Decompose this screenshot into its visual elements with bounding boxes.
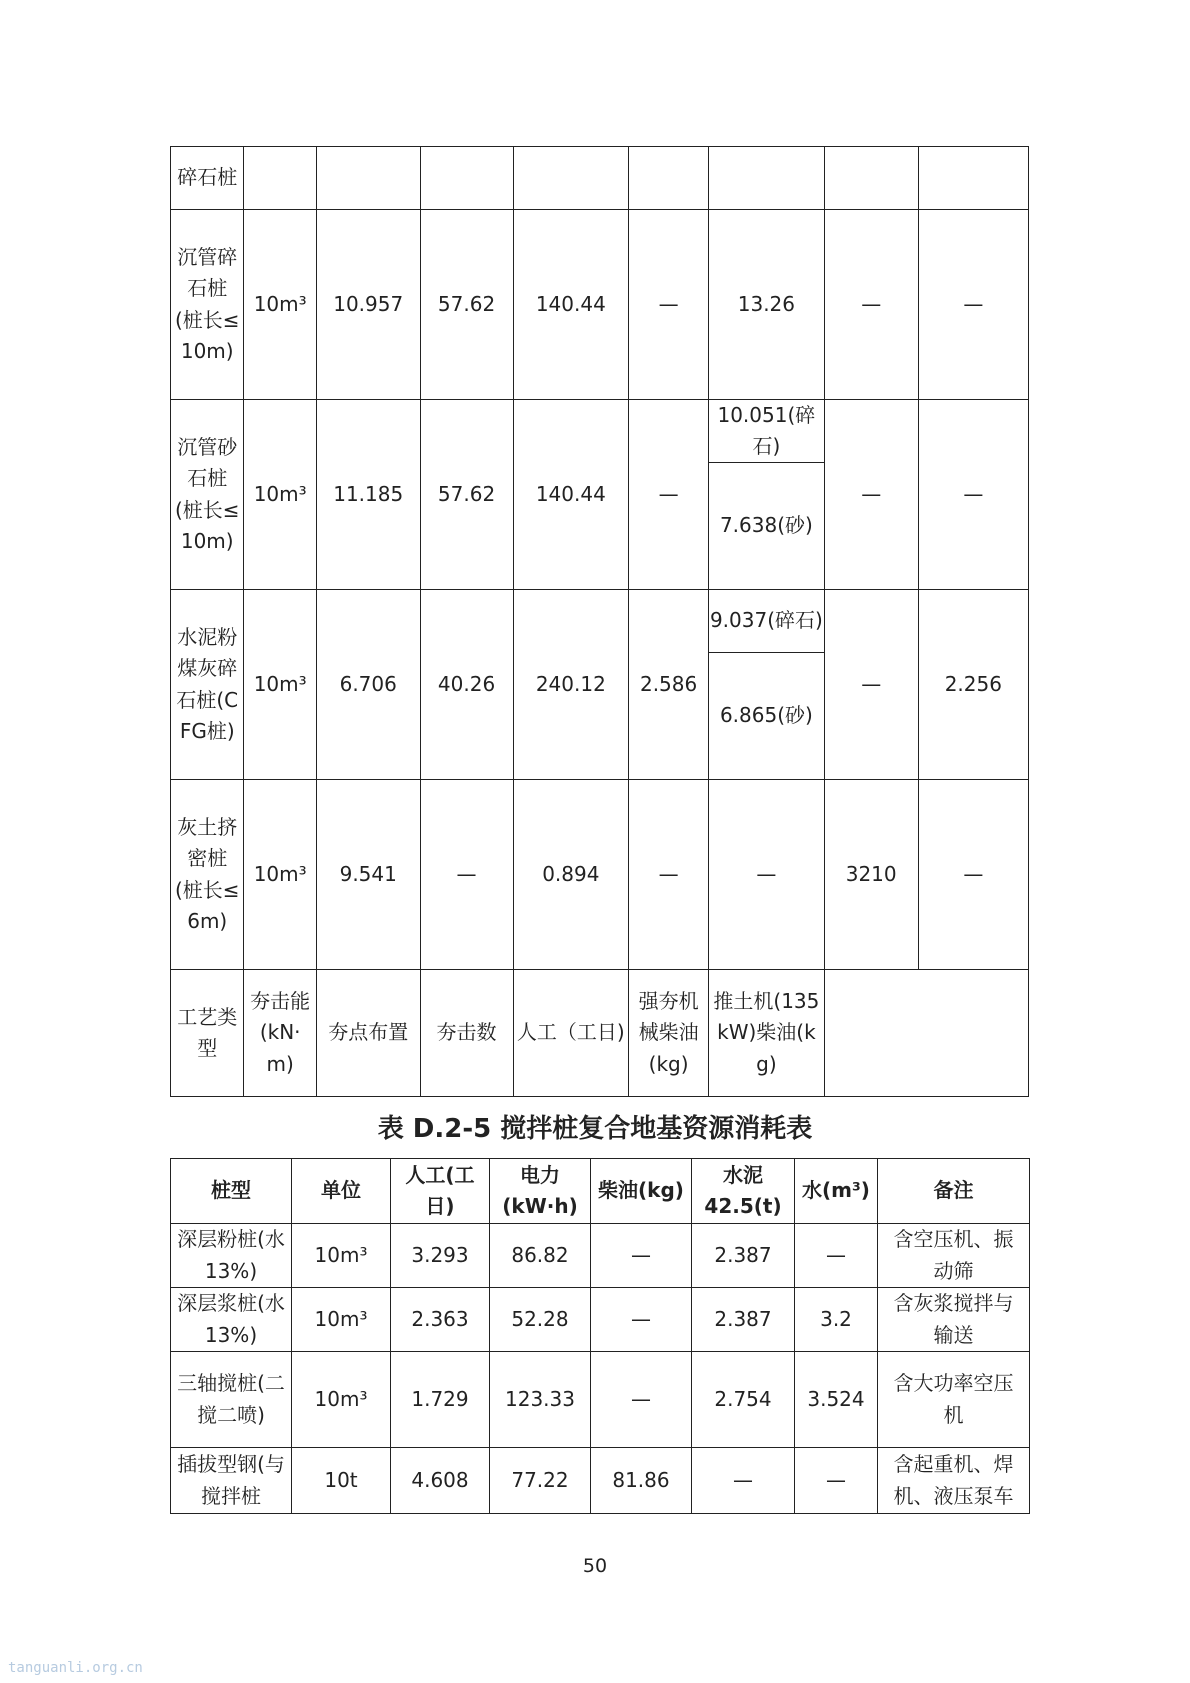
column-header: 单位 — [292, 1159, 391, 1224]
table-cell: 2.387 — [692, 1288, 795, 1352]
split-cell — [709, 590, 825, 780]
column-header: 柴油(kg) — [591, 1159, 692, 1224]
table-cell: — — [795, 1448, 878, 1514]
column-header: 水泥42.5(t) — [692, 1159, 795, 1224]
column-header: 夯点布置 — [316, 970, 420, 1097]
table-cell: 2.363 — [391, 1288, 490, 1352]
column-header: 电力(kW·h) — [490, 1159, 591, 1224]
table-cell: — — [918, 210, 1028, 400]
table-cell: 灰土挤密桩(桩长≤6m) — [171, 780, 244, 970]
table-cell: 0.894 — [513, 780, 629, 970]
table-cell: 插拔型钢(与搅拌桩 — [171, 1448, 292, 1514]
table-cell: 11.185 — [316, 400, 420, 590]
table-cell: 深层粉桩(水 13%) — [171, 1224, 292, 1288]
table-cell: — — [591, 1288, 692, 1352]
table-row — [171, 780, 1029, 970]
table-cell: 40.26 — [420, 590, 513, 780]
mixing-pile-resource-table — [170, 1158, 1030, 1514]
table-cell: 10.957 — [316, 210, 420, 400]
table-header-row — [171, 970, 1029, 1097]
table-cell: 57.62 — [420, 400, 513, 590]
resource-table-continued — [170, 146, 1029, 1097]
table-cell: 10m³ — [244, 780, 316, 970]
table-cell: 水泥粉煤灰碎石桩(CFG桩) — [171, 590, 244, 780]
table-cell: 4.608 — [391, 1448, 490, 1514]
table-cell: 10m³ — [292, 1352, 391, 1448]
table-cell: — — [591, 1224, 692, 1288]
column-header: 人工（工日) — [513, 970, 629, 1097]
table-cell: 2.387 — [692, 1224, 795, 1288]
table-cell: 含空压机、振动筛 — [878, 1224, 1030, 1288]
table-cell: — — [420, 780, 513, 970]
table-cell: — — [629, 210, 709, 400]
table-cell: 240.12 — [513, 590, 629, 780]
table-row — [171, 1288, 1030, 1352]
table-cell: 10m³ — [292, 1224, 391, 1288]
table-cell: 10m³ — [244, 590, 316, 780]
table-cell: 86.82 — [490, 1224, 591, 1288]
table-cell: 3.293 — [391, 1224, 490, 1288]
table-cell: — — [591, 1352, 692, 1448]
table-cell: 77.22 — [490, 1448, 591, 1514]
table-row — [171, 210, 1029, 400]
column-header: 备注 — [878, 1159, 1030, 1224]
table-row — [171, 400, 1029, 590]
table-row — [171, 590, 1029, 780]
page-number: 50 — [582, 1555, 608, 1577]
table-cell: — — [824, 400, 918, 590]
table-cell: 3210 — [824, 780, 918, 970]
table-cell: 三轴搅桩(二搅二喷) — [171, 1352, 292, 1448]
table-cell: 1.729 — [391, 1352, 490, 1448]
column-header: 夯击能(kN·m) — [244, 970, 316, 1097]
column-header: 强夯机械柴油(kg) — [629, 970, 709, 1097]
column-header: 工艺类型 — [171, 970, 244, 1097]
table-cell: 3.524 — [795, 1352, 878, 1448]
table-cell: 10m³ — [244, 400, 316, 590]
table-cell: 6.865(砂) — [719, 703, 813, 728]
table-row — [171, 1448, 1030, 1514]
split-cell — [709, 400, 825, 590]
table-cell: 9.037(碎石) — [709, 590, 824, 653]
table-cell: 7.638(砂) — [719, 513, 813, 538]
table-cell: 沉管砂石桩(桩长≤10m) — [171, 400, 244, 590]
table-cell: 13.26 — [709, 210, 825, 400]
table-cell: 含大功率空压机 — [878, 1352, 1030, 1448]
table-cell: — — [629, 780, 709, 970]
table-cell: 深层浆桩(水 13%) — [171, 1288, 292, 1352]
table-cell: 3.2 — [795, 1288, 878, 1352]
table-cell: 10m³ — [292, 1288, 391, 1352]
table-row — [171, 1352, 1030, 1448]
table-cell: 140.44 — [513, 210, 629, 400]
table-cell: — — [795, 1224, 878, 1288]
column-header: 人工(工日) — [391, 1159, 490, 1224]
table-cell: — — [824, 590, 918, 780]
table-cell: 2.754 — [692, 1352, 795, 1448]
watermark: tanguanli.org.cn — [8, 1660, 143, 1676]
table-cell: 81.86 — [591, 1448, 692, 1514]
table-cell: — — [918, 400, 1028, 590]
table-cell: 沉管碎石桩(桩长≤10m) — [171, 210, 244, 400]
table-cell: 10t — [292, 1448, 391, 1514]
table-cell: 10.051(碎石) — [709, 400, 824, 463]
table-cell: — — [918, 780, 1028, 970]
table-row — [171, 147, 1029, 210]
table-cell: — — [629, 400, 709, 590]
table-cell: 10m³ — [244, 210, 316, 400]
column-header: 水(m³) — [795, 1159, 878, 1224]
table-cell: 2.586 — [629, 590, 709, 780]
table-caption: 表 D.2-5 搅拌桩复合地基资源消耗表 — [377, 1114, 813, 1144]
table-cell: — — [692, 1448, 795, 1514]
table-header-row — [171, 1159, 1030, 1224]
table-cell: — — [824, 210, 918, 400]
table-row — [171, 1224, 1030, 1288]
table-cell: 9.541 — [316, 780, 420, 970]
table-cell: 碎石桩 — [171, 147, 244, 210]
table-cell: 123.33 — [490, 1352, 591, 1448]
table-cell: 2.256 — [918, 590, 1028, 780]
column-header: 桩型 — [171, 1159, 292, 1224]
table-cell: 57.62 — [420, 210, 513, 400]
table-cell: 6.706 — [316, 590, 420, 780]
table-cell: 52.28 — [490, 1288, 591, 1352]
table-cell: — — [709, 780, 825, 970]
column-header: 推土机(135kW)柴油(kg) — [709, 970, 825, 1097]
table-cell: 140.44 — [513, 400, 629, 590]
table-cell: 含起重机、焊机、液压泵车 — [878, 1448, 1030, 1514]
column-header: 夯击数 — [420, 970, 513, 1097]
table-cell: 含灰浆搅拌与输送 — [878, 1288, 1030, 1352]
